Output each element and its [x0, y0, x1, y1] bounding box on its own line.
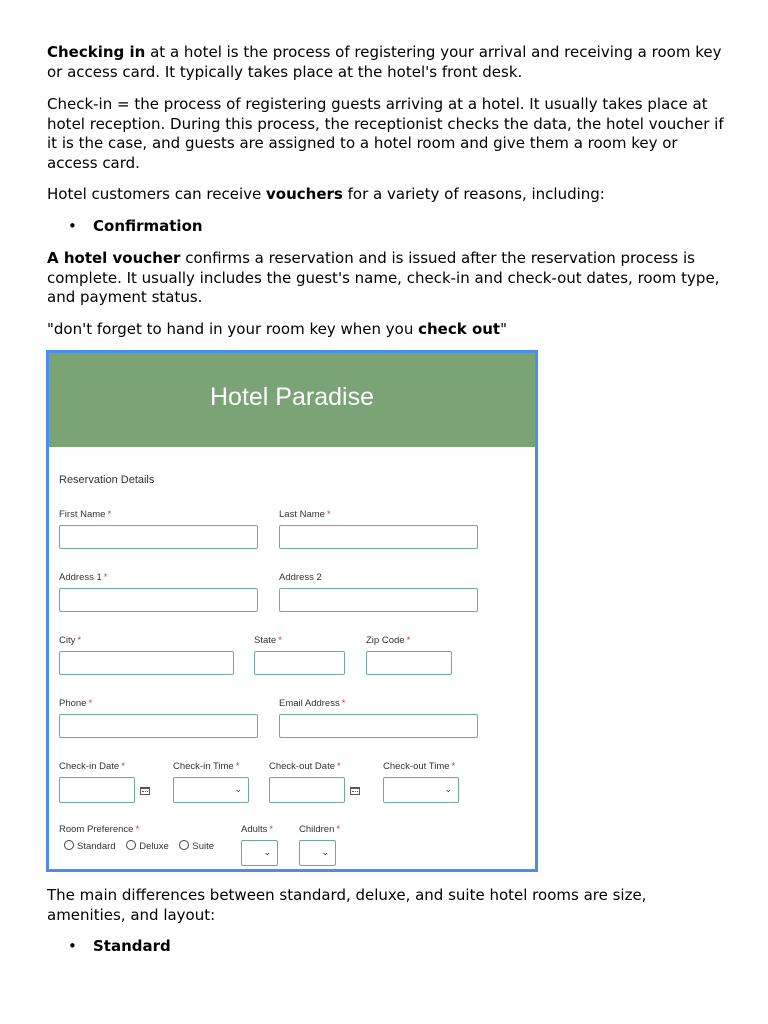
- address1-input[interactable]: [59, 588, 258, 612]
- required-mark: *: [326, 509, 331, 520]
- radio-circle[interactable]: [64, 840, 74, 850]
- required-mark: *: [88, 698, 93, 709]
- children-select[interactable]: [299, 840, 336, 866]
- radio-circle[interactable]: [126, 840, 136, 850]
- paragraph-text: at a hotel is the process of registering your arrival and receiving a room key or access card. It typically takes place at the hotel's front desk.: [47, 43, 722, 81]
- term-hotel-voucher: A hotel voucher: [47, 249, 181, 267]
- city-input[interactable]: [59, 651, 234, 675]
- chevron-down-icon: ⌄: [321, 847, 329, 857]
- quote-text: ": [500, 320, 508, 338]
- required-mark: *: [278, 635, 282, 646]
- label-last-name: [279, 509, 331, 520]
- label-text: Check-out Date: [269, 761, 336, 772]
- reservation-form-image: [46, 350, 538, 872]
- required-mark: *: [336, 824, 341, 835]
- label-text: Check-in Date: [59, 761, 120, 772]
- required-mark: *: [337, 761, 341, 772]
- room-preference-radios: [64, 840, 222, 852]
- label-checkin-date: [59, 761, 125, 772]
- label-address1: [59, 572, 107, 583]
- label-text: Check-in Time: [173, 761, 234, 772]
- calendar-icon[interactable]: [140, 787, 150, 795]
- label-checkout-date: [269, 761, 341, 772]
- required-mark: *: [341, 698, 346, 709]
- label-adults: [241, 824, 273, 835]
- form-header: [49, 353, 535, 447]
- label-checkin-time: [173, 761, 239, 772]
- paragraph-text: confirms a reservation and is issued after the reservation process is complete. It usually includes the guest's name, check-in and check-out dates, room type, and payment status.: [47, 249, 720, 307]
- first-name-input[interactable]: [59, 525, 258, 549]
- bullet-label: Standard: [93, 937, 171, 955]
- label-address2: [279, 572, 322, 583]
- required-mark: *: [235, 761, 240, 772]
- required-mark: *: [107, 509, 112, 520]
- required-mark: *: [135, 824, 140, 835]
- paragraph-hotel-voucher: [47, 249, 727, 308]
- paragraph-quote: [47, 320, 727, 340]
- label-text: Last Name: [279, 509, 325, 520]
- label-text: Address 1: [59, 572, 102, 583]
- label-checkout-time: [383, 761, 455, 772]
- section-title: Reservation Details: [59, 474, 155, 486]
- label-text: Phone: [59, 698, 87, 709]
- required-mark: *: [121, 761, 125, 772]
- radio-deluxe[interactable]: [126, 840, 169, 852]
- form-body: [49, 447, 535, 869]
- required-mark: *: [269, 824, 274, 835]
- required-mark: *: [77, 635, 82, 646]
- label-phone: [59, 698, 92, 709]
- paragraph-checking-in: [47, 43, 727, 82]
- label-text: Email Address: [279, 698, 340, 709]
- label-email: [279, 698, 345, 709]
- radio-label: Deluxe: [139, 841, 169, 852]
- required-mark: *: [103, 572, 108, 583]
- bullet-dot: •: [68, 937, 77, 955]
- bullet-label: Confirmation: [93, 217, 203, 235]
- label-text: Children: [299, 824, 335, 835]
- paragraph-room-differences: The main differences between standard, deluxe, and suite hotel rooms are size, amenities, and layout:: [47, 886, 647, 924]
- radio-label: Suite: [192, 841, 215, 852]
- label-state: [254, 635, 282, 646]
- label-first-name: [59, 509, 111, 520]
- label-text: State: [254, 635, 277, 646]
- chevron-down-icon: ⌄: [263, 847, 271, 857]
- calendar-icon[interactable]: [350, 787, 360, 795]
- label-text: Address 2: [279, 572, 322, 583]
- label-room-preference: [59, 824, 139, 835]
- last-name-input[interactable]: [279, 525, 478, 549]
- checkout-time-select[interactable]: [383, 777, 459, 803]
- required-mark: *: [406, 635, 411, 646]
- checkin-date-input[interactable]: [59, 777, 135, 803]
- radio-circle[interactable]: [179, 840, 189, 850]
- label-text: Check-out Time: [383, 761, 450, 772]
- paragraph-check-in-definition: Check-in = the process of registering guests arriving at a hotel. It usually takes place at hotel reception. During this process, the receptionist checks the data, the hotel voucher if it is the case, and guests are assigned to a hotel room and give them a room key or access card.: [47, 95, 724, 172]
- paragraph-text: Hotel customers can receive: [47, 185, 267, 203]
- checkin-time-select[interactable]: [173, 777, 249, 803]
- checkout-date-input[interactable]: [269, 777, 345, 803]
- label-text: Adults: [241, 824, 268, 835]
- chevron-down-icon: ⌄: [444, 784, 452, 794]
- phone-input[interactable]: [59, 714, 258, 738]
- quote-text: "don't forget to hand in your room key when you: [47, 320, 419, 338]
- required-mark: *: [451, 761, 456, 772]
- term-vouchers: vouchers: [266, 185, 343, 203]
- label-text: City: [59, 635, 76, 646]
- paragraph-vouchers: [47, 185, 727, 205]
- label-text: Room Preference: [59, 824, 134, 835]
- label-city: [59, 635, 81, 646]
- address2-input[interactable]: [279, 588, 478, 612]
- form-title: Hotel Paradise: [210, 383, 374, 411]
- label-text: Zip Code: [366, 635, 405, 646]
- email-input[interactable]: [279, 714, 478, 738]
- zip-input[interactable]: [366, 651, 452, 675]
- paragraph-text: for a variety of reasons, including:: [342, 185, 605, 203]
- radio-suite[interactable]: [179, 840, 214, 852]
- term-check-out: check out: [418, 320, 501, 338]
- chevron-down-icon: ⌄: [234, 784, 242, 794]
- label-children: [299, 824, 340, 835]
- radio-standard[interactable]: [64, 840, 116, 852]
- bullet-dot: •: [68, 217, 77, 235]
- term-checking-in: Checking in: [47, 43, 146, 61]
- state-input[interactable]: [254, 651, 345, 675]
- radio-label: Standard: [77, 841, 116, 852]
- adults-select[interactable]: [241, 840, 278, 866]
- label-zip: [366, 635, 410, 646]
- label-text: First Name: [59, 509, 106, 520]
